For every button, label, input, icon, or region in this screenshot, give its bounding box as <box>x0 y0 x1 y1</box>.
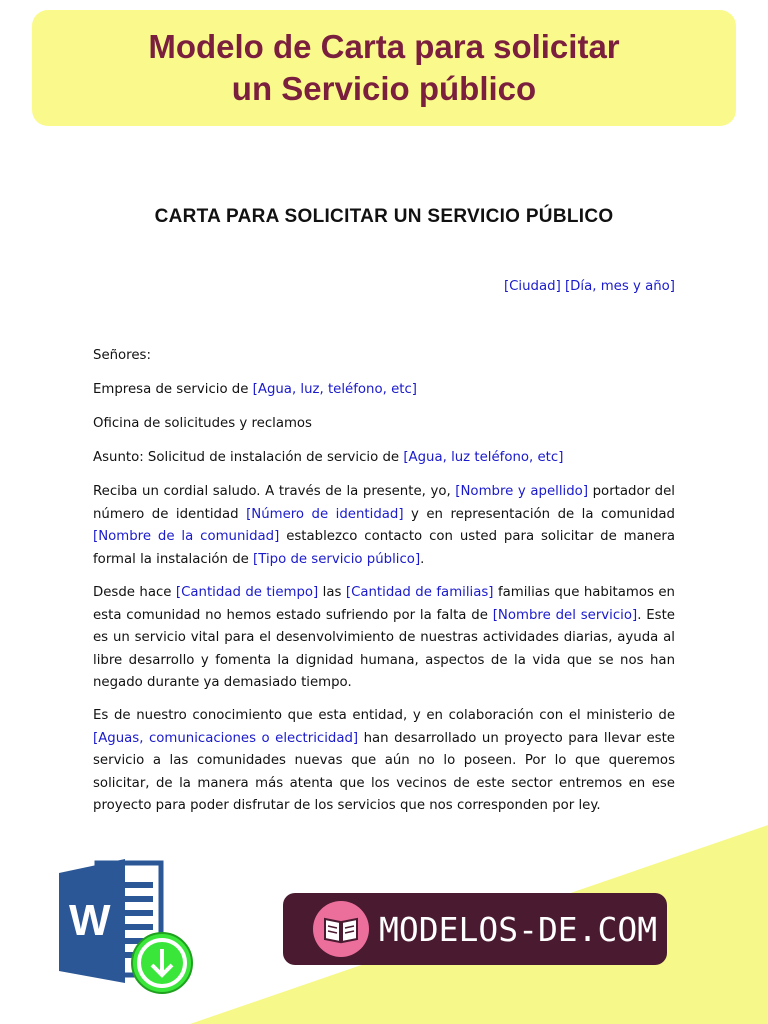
paragraph-1-text-1: Reciba un cordial saludo. A través de la presente, yo, <box>93 484 456 499</box>
service-type-placeholder: [Tipo de servicio público] <box>253 551 421 567</box>
company-prefix: Empresa de servicio de <box>93 382 253 397</box>
office-line: Oficina de solicitudes y reclamos <box>93 416 312 431</box>
paragraph-2-text-2: las <box>318 585 346 600</box>
subject-placeholder: [Agua, luz teléfono, etc] <box>403 450 564 465</box>
subject-prefix: Asunto: Solicitud de instalación de servicio de <box>93 450 404 465</box>
paragraph-2-text-1: Desde hace <box>93 585 176 600</box>
families-amount-placeholder: [Cantidad de familias] <box>345 585 494 600</box>
greeting: Señores: <box>93 348 151 363</box>
site-logo-banner[interactable] <box>283 893 667 965</box>
id-number-placeholder: [Número de identidad] <box>246 506 404 522</box>
company-placeholder: [Agua, luz, teléfono, etc] <box>252 382 417 397</box>
name-placeholder: [Nombre y apellido] <box>455 484 589 499</box>
community-name-placeholder: [Nombre de la comunidad] <box>93 529 280 544</box>
date-placeholder: [Ciudad] [Día, mes y año] <box>503 279 675 294</box>
paragraph-1-text-5: . <box>420 551 425 567</box>
header-title-line-2: un Servicio público <box>231 70 537 107</box>
header-title-line-1: Modelo de Carta para solicitar <box>148 28 620 65</box>
service-name-placeholder: [Nombre del servicio] <box>492 607 638 623</box>
book-icon <box>313 901 369 957</box>
logo-text: MODELOS-DE.COM <box>379 909 658 949</box>
paragraph-2-text-4: . Este es un servicio vital para el desenvolvimiento de nuestras actividades diarias, ayuda al libre desarrollo y fomenta la dignidad humana, aspectos de la vida que se nos han negado durante ya demasiado tiempo. <box>93 607 675 690</box>
download-arrow-icon[interactable] <box>132 933 192 993</box>
date-line <box>93 276 675 299</box>
word-document-icon[interactable] <box>55 855 195 1000</box>
subject-line <box>93 447 675 470</box>
paragraph-3-text-1: Es de nuestro conocimiento que esta entidad, y en colaboración con el ministerio de <box>93 708 675 723</box>
paragraph-1-text-4: establezco contacto con usted para solicitar de manera formal la instalación de <box>93 529 676 567</box>
document-title: CARTA PARA SOLICITAR UN SERVICIO PÚBLICO <box>154 206 614 227</box>
paragraph-2-text-3: familias que habitamos en esta comunidad no hemos estado sufriendo por la falta de <box>93 585 675 623</box>
paragraph-1-text-2: portador del número de identidad <box>93 484 675 522</box>
ministry-placeholder: [Aguas, comunicaciones o electricidad] <box>93 730 359 746</box>
paragraph-3-text-2: han desarrollado un proyecto para llevar este servicio a las comunidades nuevas que aún no lo poseen. Por lo que queremos solicitar, de la manera más atenta que los vecinos de este sector entremos en ese proyecto para poder disfrutar de los servicios que nos corresponden por ley. <box>93 730 675 813</box>
paragraph-1-text-3: y en representación de la comunidad <box>403 506 675 522</box>
time-amount-placeholder: [Cantidad de tiempo] <box>175 585 319 600</box>
header-banner <box>32 10 736 126</box>
paragraph-2 <box>93 582 675 695</box>
paragraph-3 <box>93 705 675 818</box>
paragraph-1 <box>93 481 675 571</box>
company-line <box>93 379 675 402</box>
svg-text:W: W <box>69 896 111 945</box>
